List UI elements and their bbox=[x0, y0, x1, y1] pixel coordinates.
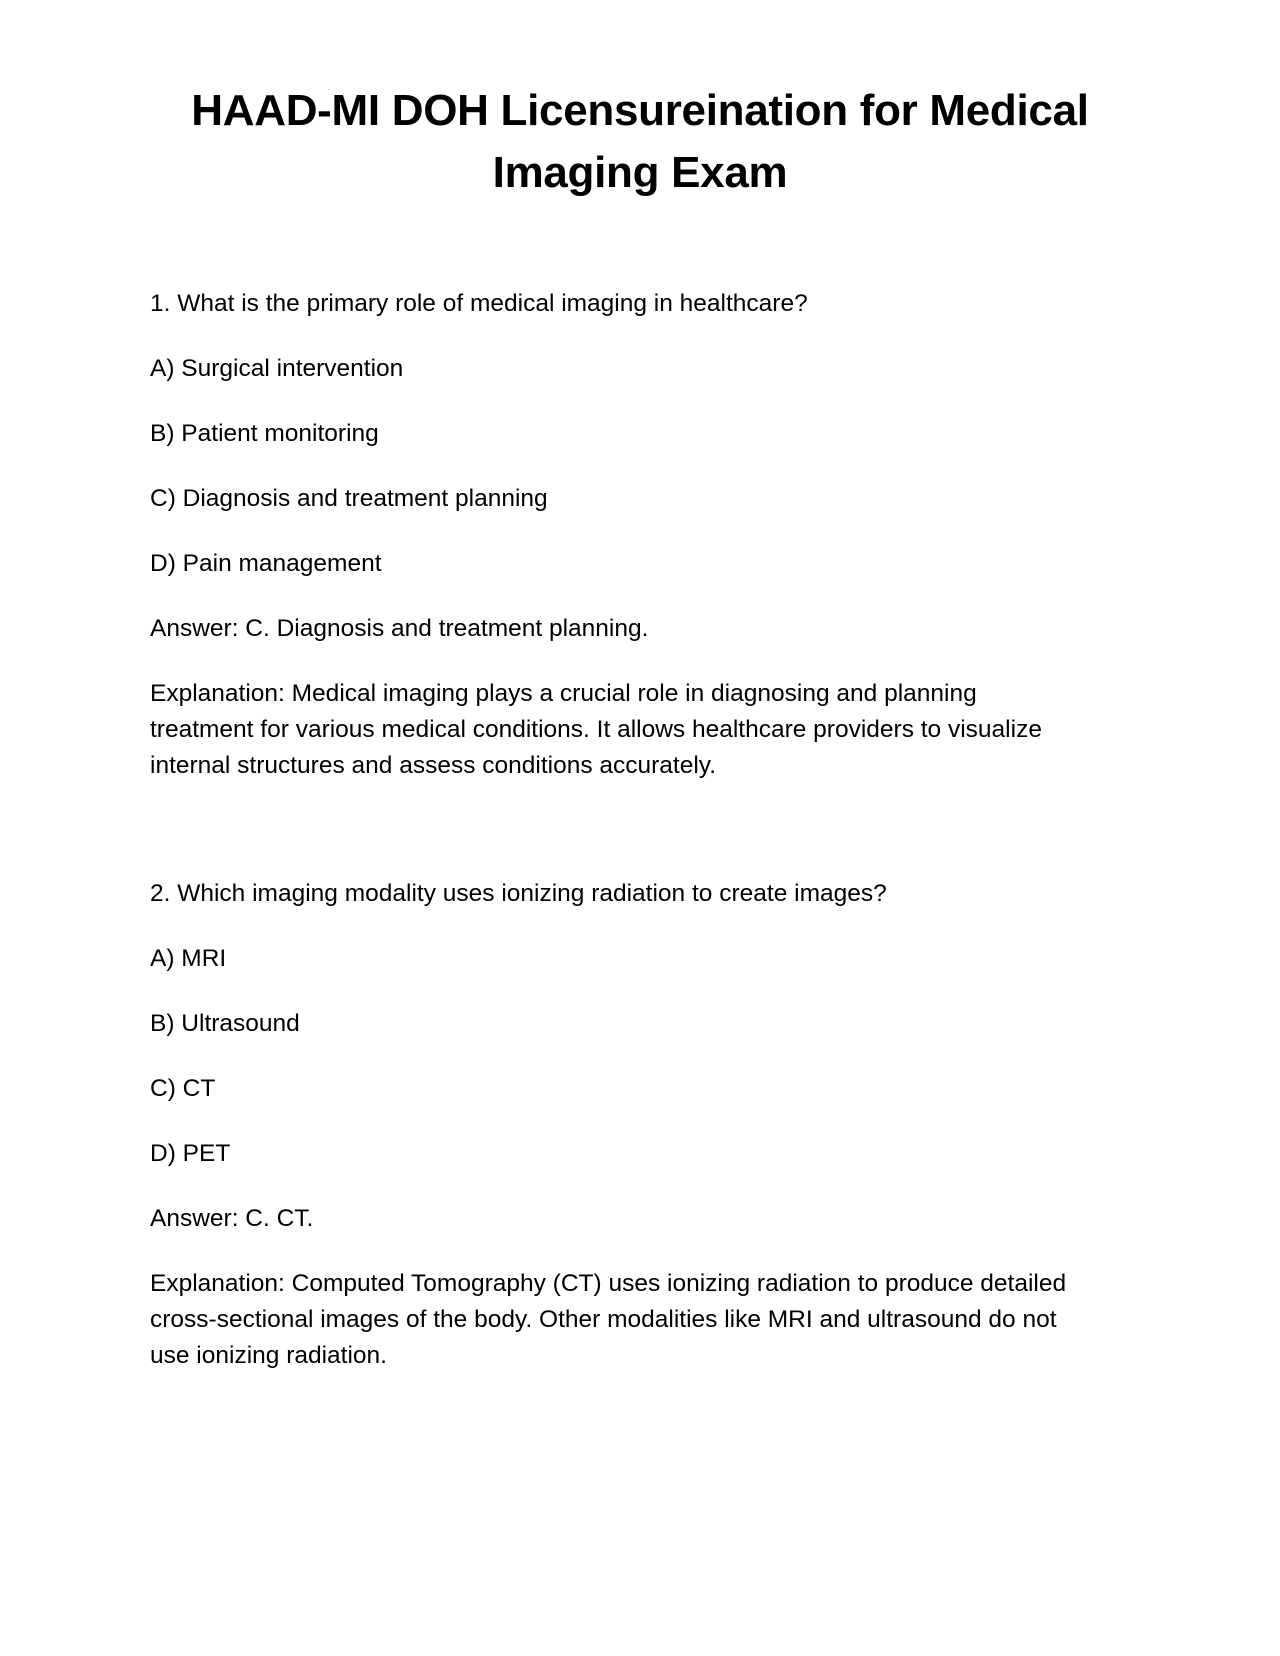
option-1d: D) Pain management bbox=[150, 550, 382, 577]
title-line-1: HAAD-MI DOH Licensureination for Medical bbox=[191, 86, 1089, 135]
explanation-2: Explanation: Computed Tomography (CT) uses ionizing radiation to produce detailed cross-sectional images of the body. Other modalities like MRI and ultrasound do not use ionizing radiation. bbox=[150, 1270, 1067, 1369]
option-2b: B) Ultrasound bbox=[150, 1010, 300, 1037]
answer-2: Answer: C. CT. bbox=[150, 1205, 314, 1232]
question-block-1 bbox=[150, 286, 1110, 784]
page-title bbox=[140, 80, 1140, 204]
option-2a: A) MRI bbox=[150, 945, 227, 972]
question-text-2: 2. Which imaging modality uses ionizing radiation to create images? bbox=[150, 880, 887, 907]
option-1b: B) Patient monitoring bbox=[150, 420, 379, 447]
answer-1: Answer: C. Diagnosis and treatment planning. bbox=[150, 615, 649, 642]
question-text-1: 1. What is the primary role of medical imaging in healthcare? bbox=[150, 290, 808, 317]
option-2c: C) CT bbox=[150, 1075, 216, 1102]
question-block-2 bbox=[150, 876, 1110, 1374]
option-1c: C) Diagnosis and treatment planning bbox=[150, 485, 548, 512]
title-line-2: Imaging Exam bbox=[492, 148, 788, 197]
option-1a: A) Surgical intervention bbox=[150, 355, 404, 382]
option-2d: D) PET bbox=[150, 1140, 231, 1167]
explanation-1: Explanation: Medical imaging plays a crucial role in diagnosing and planning treatment for various medical conditions. It allows healthcare providers to visualize internal structures and assess conditions accurately. bbox=[150, 680, 1042, 779]
